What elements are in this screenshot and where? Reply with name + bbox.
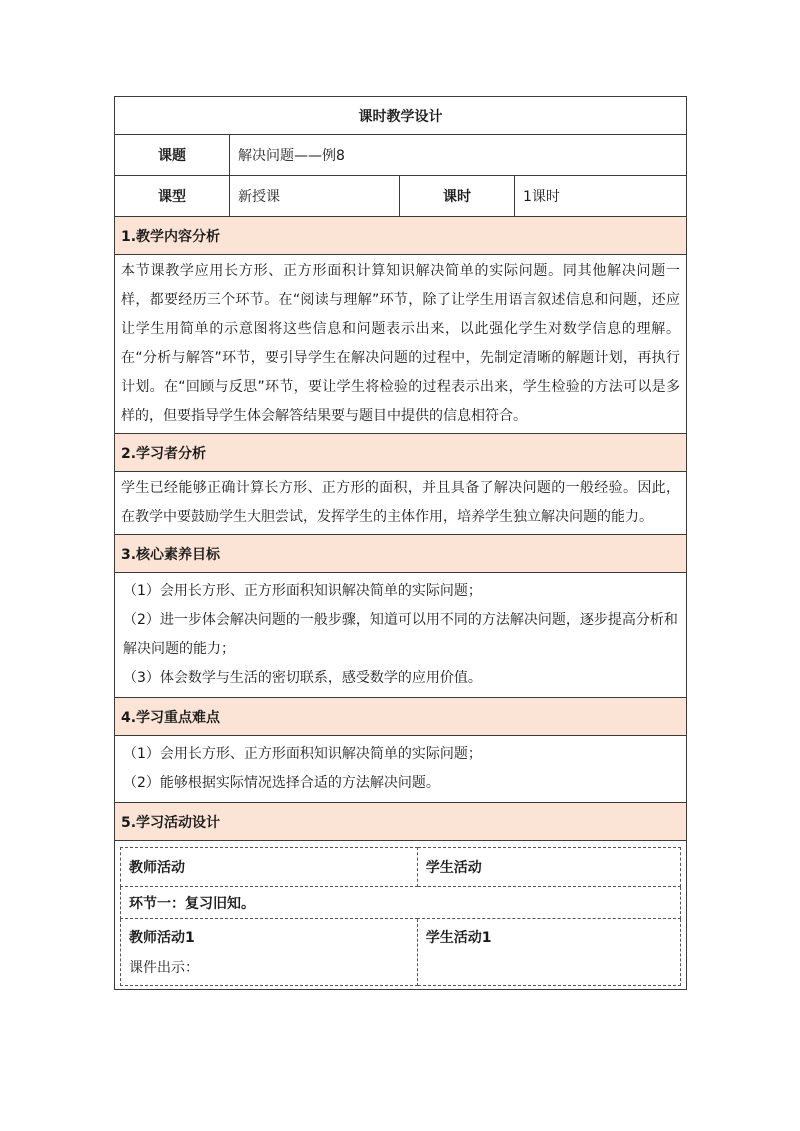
activities-container	[115, 841, 687, 990]
type-value: 新授课	[230, 176, 400, 217]
student-activity-1-title: 学生活动1	[425, 930, 492, 946]
key-point-item: （2）能够根据实际情况选择合适的方法解决问题。	[123, 775, 440, 791]
section-heading-content-analysis: 1.教学内容分析	[115, 217, 687, 255]
goal-item: （3）体会数学与生活的密切联系，感受数学的应用价值。	[123, 670, 482, 686]
learner-analysis-body	[115, 472, 687, 535]
goals-list	[115, 573, 687, 698]
section-heading-activities: 5.学习活动设计	[115, 803, 687, 841]
student-activity-header: 学生活动	[417, 848, 680, 887]
topic-label: 课题	[115, 135, 230, 176]
goal-item: （2）进一步体会解决问题的一般步骤，知道可以用不同的方法解决问题，逐步提高分析和解决问题的能力；	[123, 612, 678, 657]
activities-table	[120, 847, 681, 986]
goal-item: （1）会用长方形、正方形面积知识解决简单的实际问题；	[123, 583, 482, 599]
section-heading-learner-analysis: 2.学习者分析	[115, 434, 687, 472]
section-heading-key-points: 4.学习重点难点	[115, 698, 687, 736]
teacher-activity-1	[121, 919, 418, 986]
key-point-item: （1）会用长方形、正方形面积知识解决简单的实际问题；	[123, 746, 482, 762]
content-analysis-body	[115, 255, 687, 434]
teacher-activity-1-text: 课件出示：	[129, 960, 199, 976]
hours-value: 1课时	[515, 176, 687, 217]
lesson-plan-document	[114, 96, 686, 990]
teacher-activity-1-title: 教师活动1	[129, 930, 195, 946]
type-label: 课型	[115, 176, 230, 217]
teacher-activity-header: 教师活动	[121, 848, 418, 887]
content-analysis-text: 本节课教学应用长方形、正方形面积计算知识解决简单的实际问题。同其他解决问题一样，都要经历三个环节。在“阅读与理解”环节，除了让学生用语言叙述信息和问题，还应让学生用简单的示意图将这些信息和问题表示出来，以此强化学生对数学信息的理解。在“分析与解答”环节，要引导学生在解决问题的过程中，先制定清晰的解题计划，再执行计划。在“回顾与反思”环节，要让学生将检验的过程表示出来，学生检验的方法可以是多样的，但要指导学生体会解答结果要与题目中提供的信息相符合。	[121, 263, 680, 424]
lesson-plan-table	[114, 96, 687, 990]
learner-analysis-text: 学生已经能够正确计算长方形、正方形的面积，并且具备了解决问题的一般经验。因此，在教学中要鼓励学生大胆尝试，发挥学生的主体作用，培养学生独立解决问题的能力。	[121, 480, 680, 525]
document-title: 课时教学设计	[115, 97, 687, 135]
link-one-label: 环节一：复习旧知。	[121, 887, 681, 919]
topic-value: 解决问题——例8	[230, 135, 687, 176]
hours-label: 课时	[400, 176, 515, 217]
section-heading-goals: 3.核心素养目标	[115, 535, 687, 573]
key-points-list	[115, 736, 687, 803]
student-activity-1	[417, 919, 680, 986]
